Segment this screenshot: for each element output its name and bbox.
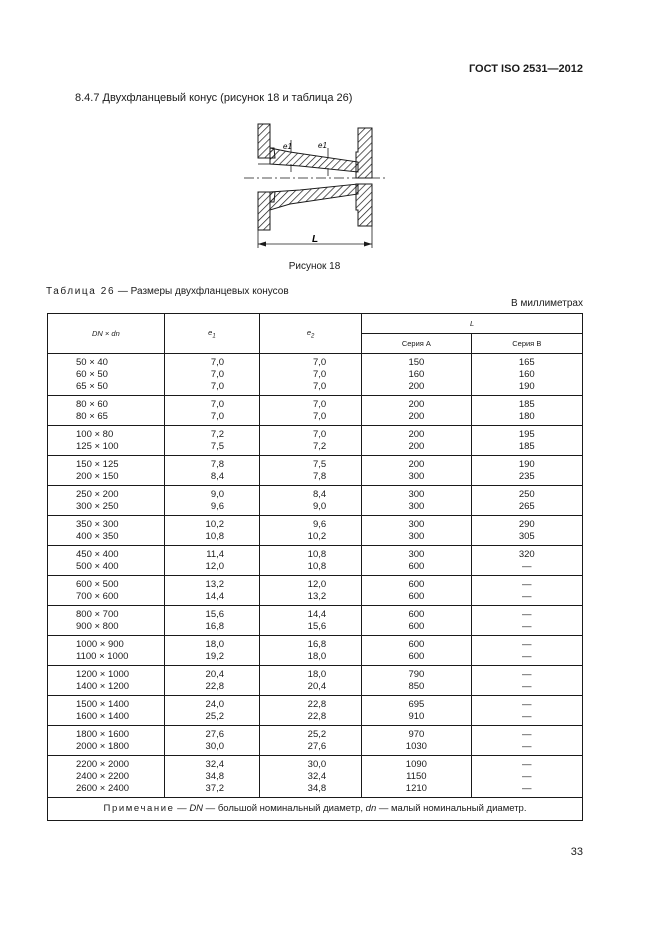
series-b-cell bbox=[471, 636, 582, 666]
series-b-cell-value: 195 bbox=[518, 429, 535, 440]
dn-cell-value: 900 × 800 bbox=[76, 621, 119, 632]
dn-cell-value: 80 × 60 bbox=[76, 399, 108, 410]
dn-cell-value: 400 × 350 bbox=[76, 531, 119, 542]
e2-cell-value: 12,0 bbox=[307, 579, 327, 590]
e2-cell bbox=[260, 636, 362, 666]
series-b-cell bbox=[471, 666, 582, 696]
series-b-cell bbox=[471, 606, 582, 636]
series-b-cell bbox=[471, 546, 582, 576]
e1-cell-value: 7,5 bbox=[210, 441, 225, 452]
e2-cell-value: 30,0 bbox=[307, 759, 327, 770]
e1-cell-value: 10,2 bbox=[205, 519, 225, 530]
series-b-cell bbox=[471, 396, 582, 426]
series-a-cell-value: 300 bbox=[408, 501, 425, 512]
e2-cell-value: 7,0 bbox=[312, 429, 327, 440]
series-a-cell bbox=[362, 636, 471, 666]
dn-cell-value: 125 × 100 bbox=[76, 441, 119, 452]
e2-cell-value: 22,8 bbox=[307, 699, 327, 710]
series-a-cell-value: 1210 bbox=[405, 783, 427, 794]
e1-cell-value: 34,8 bbox=[205, 771, 225, 782]
series-a-cell bbox=[362, 354, 471, 396]
e1-cell-value: 16,8 bbox=[205, 621, 225, 632]
e2-cell-value: 16,8 bbox=[307, 639, 327, 650]
e1-cell bbox=[164, 726, 259, 756]
dn-cell-value: 1600 × 1400 bbox=[76, 711, 130, 722]
dn-cell-value: 700 × 600 bbox=[76, 591, 119, 602]
dn-cell-value: 100 × 80 bbox=[76, 429, 114, 440]
series-b-cell bbox=[471, 726, 582, 756]
series-a-cell-value: 600 bbox=[408, 579, 425, 590]
bottom-wall bbox=[270, 184, 358, 210]
table-row bbox=[48, 636, 583, 666]
series-a-cell bbox=[362, 516, 471, 546]
dn-cell bbox=[48, 546, 165, 576]
series-a-cell-value: 600 bbox=[408, 639, 425, 650]
dn-cell-value: 1100 × 1000 bbox=[76, 651, 129, 662]
e2-cell-value: 15,6 bbox=[307, 621, 327, 632]
series-b-cell-value: — bbox=[522, 669, 532, 680]
taper-drawing bbox=[0, 118, 661, 258]
e2-cell bbox=[260, 456, 362, 486]
e1-cell bbox=[164, 426, 259, 456]
series-a-cell bbox=[362, 696, 471, 726]
e1-cell bbox=[164, 516, 259, 546]
series-b-cell-value: 250 bbox=[518, 489, 535, 500]
e1-cell bbox=[164, 546, 259, 576]
e2-cell-value: 18,0 bbox=[307, 651, 327, 662]
series-a-cell bbox=[362, 576, 471, 606]
series-a-cell bbox=[362, 456, 471, 486]
e2-cell bbox=[260, 726, 362, 756]
table-note: Примечание — DN — большой номинальный диаметр, dn — малый номинальный диаметр. bbox=[48, 798, 583, 821]
series-a-cell-value: 600 bbox=[408, 621, 425, 632]
e1-cell-value: 9,0 bbox=[210, 489, 225, 500]
e2-cell-value: 22,8 bbox=[307, 711, 327, 722]
e1-cell-value: 37,2 bbox=[205, 783, 225, 794]
series-b-cell bbox=[471, 576, 582, 606]
series-a-cell-value: 850 bbox=[408, 681, 425, 692]
header-dn: DN × dn bbox=[48, 314, 165, 354]
e1-cell-value: 24,0 bbox=[205, 699, 225, 710]
e1-cell-value: 7,2 bbox=[210, 429, 225, 440]
series-b-cell-value: 180 bbox=[518, 411, 535, 422]
table-row bbox=[48, 426, 583, 456]
e2-cell-value: 7,0 bbox=[312, 399, 327, 410]
table-units: В миллиметрах bbox=[511, 298, 583, 309]
dn-cell-value: 1800 × 1600 bbox=[76, 729, 130, 740]
e2-cell-value: 9,6 bbox=[312, 519, 327, 530]
series-a-cell-value: 200 bbox=[408, 381, 425, 392]
series-a-cell bbox=[362, 486, 471, 516]
series-a-cell-value: 200 bbox=[408, 429, 425, 440]
e1-cell-value: 20,4 bbox=[205, 669, 225, 680]
series-b-cell-value: — bbox=[522, 639, 532, 650]
dn-cell-value: 60 × 50 bbox=[76, 369, 108, 380]
series-a-cell-value: 160 bbox=[408, 369, 425, 380]
dn-cell bbox=[48, 354, 165, 396]
e2-cell-value: 14,4 bbox=[307, 609, 327, 620]
dn-cell-value: 800 × 700 bbox=[76, 609, 119, 620]
table-row bbox=[48, 456, 583, 486]
e1-cell-value: 7,0 bbox=[210, 357, 225, 368]
table-row bbox=[48, 396, 583, 426]
table-title bbox=[46, 286, 289, 297]
e1-cell-value: 10,8 bbox=[205, 531, 225, 542]
series-b-cell-value: — bbox=[522, 783, 532, 794]
dn-cell bbox=[48, 606, 165, 636]
e2-cell-value: 18,0 bbox=[307, 669, 327, 680]
table-row bbox=[48, 606, 583, 636]
series-a-cell bbox=[362, 396, 471, 426]
header-e2: $e_2$ bbox=[260, 314, 362, 354]
e2-cell bbox=[260, 354, 362, 396]
e2-cell-value: 20,4 bbox=[307, 681, 327, 692]
dn-cell-value: 50 × 40 bbox=[76, 357, 108, 368]
e1-cell-value: 7,0 bbox=[210, 399, 225, 410]
header-series-b: Серия В bbox=[471, 334, 582, 354]
e2-cell-value: 7,0 bbox=[312, 357, 327, 368]
series-b-cell-value: — bbox=[522, 741, 532, 752]
dn-cell-value: 2400 × 2200 bbox=[76, 771, 130, 782]
dimensions-table bbox=[47, 313, 583, 821]
e2-cell-value: 7,8 bbox=[312, 471, 327, 482]
series-a-cell-value: 600 bbox=[408, 609, 425, 620]
header-series-a: Серия А bbox=[362, 334, 471, 354]
e2-cell bbox=[260, 606, 362, 636]
series-b-cell-value: 185 bbox=[518, 399, 535, 410]
series-b-cell-value: 290 bbox=[518, 519, 535, 530]
series-a-cell-value: 200 bbox=[408, 411, 425, 422]
table-row bbox=[48, 756, 583, 798]
e2-cell-value: 25,2 bbox=[307, 729, 327, 740]
series-a-cell-value: 300 bbox=[408, 549, 425, 560]
section-heading: 8.4.7 Двухфланцевый конус (рисунок 18 и таблица 26) bbox=[75, 92, 353, 104]
e1-cell-value: 12,0 bbox=[205, 561, 225, 572]
dn-cell-value: 500 × 400 bbox=[76, 561, 119, 572]
e1-cell bbox=[164, 666, 259, 696]
series-b-cell-value: 235 bbox=[518, 471, 535, 482]
series-b-cell-value: — bbox=[522, 591, 532, 602]
series-b-cell-value: 160 bbox=[518, 369, 535, 380]
dn-cell bbox=[48, 456, 165, 486]
dn-cell-value: 200 × 150 bbox=[76, 471, 119, 482]
page-number: 33 bbox=[570, 846, 583, 858]
series-a-cell-value: 910 bbox=[408, 711, 425, 722]
table-title-prefix: Таблица 26 bbox=[46, 286, 116, 297]
series-b-cell-value: — bbox=[522, 759, 532, 770]
dn-cell bbox=[48, 756, 165, 798]
table-row bbox=[48, 516, 583, 546]
table-row bbox=[48, 666, 583, 696]
e1-cell bbox=[164, 396, 259, 426]
e1-cell bbox=[164, 636, 259, 666]
series-a-cell bbox=[362, 606, 471, 636]
table-row bbox=[48, 486, 583, 516]
series-a-cell-value: 300 bbox=[408, 489, 425, 500]
e1-cell bbox=[164, 486, 259, 516]
e2-cell bbox=[260, 546, 362, 576]
e2-cell bbox=[260, 696, 362, 726]
table-title-rest: — Размеры двухфланцевых конусов bbox=[115, 286, 289, 297]
dn-cell bbox=[48, 426, 165, 456]
e2-cell-value: 10,8 bbox=[307, 549, 327, 560]
e1-cell bbox=[164, 456, 259, 486]
e1-cell-value: 7,0 bbox=[210, 369, 225, 380]
dn-cell-value: 80 × 65 bbox=[76, 411, 108, 422]
series-a-cell-value: 300 bbox=[408, 471, 425, 482]
series-b-cell-value: — bbox=[522, 681, 532, 692]
e1-cell bbox=[164, 756, 259, 798]
header-e1: $e_1$ bbox=[164, 314, 259, 354]
e2-cell bbox=[260, 576, 362, 606]
series-b-cell bbox=[471, 756, 582, 798]
series-b-cell-value: 165 bbox=[518, 357, 535, 368]
series-a-cell-value: 200 bbox=[408, 399, 425, 410]
dn-cell-value: 600 × 500 bbox=[76, 579, 119, 590]
e1-cell-value: 7,0 bbox=[210, 381, 225, 392]
series-b-cell-value: — bbox=[522, 621, 532, 632]
e1-cell-value: 8,4 bbox=[210, 471, 225, 482]
series-a-cell-value: 1150 bbox=[406, 771, 427, 782]
e2-cell-value: 7,0 bbox=[312, 369, 327, 380]
e1-cell-value: 27,6 bbox=[205, 729, 225, 740]
e1-cell-value: 19,2 bbox=[205, 651, 225, 662]
series-a-cell-value: 970 bbox=[408, 729, 425, 740]
e2-cell-value: 13,2 bbox=[307, 591, 327, 602]
series-a-cell-value: 600 bbox=[408, 561, 425, 572]
series-a-cell-value: 150 bbox=[408, 357, 425, 368]
series-b-cell-value: — bbox=[522, 771, 532, 782]
series-b-cell bbox=[471, 696, 582, 726]
table-row bbox=[48, 546, 583, 576]
dn-cell-value: 300 × 250 bbox=[76, 501, 119, 512]
series-b-cell bbox=[471, 354, 582, 396]
dn-cell bbox=[48, 636, 165, 666]
e1-cell-value: 14,4 bbox=[205, 591, 225, 602]
series-a-cell-value: 1030 bbox=[405, 741, 427, 752]
e1-cell bbox=[164, 354, 259, 396]
e2-cell-value: 7,2 bbox=[312, 441, 327, 452]
e1-cell bbox=[164, 576, 259, 606]
dn-cell-value: 1000 × 900 bbox=[76, 639, 124, 650]
dn-cell-value: 250 × 200 bbox=[76, 489, 119, 500]
dn-cell-value: 150 × 125 bbox=[76, 459, 119, 470]
e2-cell-value: 32,4 bbox=[307, 771, 327, 782]
series-a-cell-value: 1090 bbox=[405, 759, 427, 770]
dn-cell-value: 450 × 400 bbox=[76, 549, 119, 560]
series-a-cell bbox=[362, 426, 471, 456]
e2-cell bbox=[260, 426, 362, 456]
table-row bbox=[48, 726, 583, 756]
e2-cell-value: 34,8 bbox=[307, 783, 327, 794]
dn-cell-value: 2000 × 1800 bbox=[76, 741, 130, 752]
e1-cell-value: 18,0 bbox=[205, 639, 225, 650]
series-b-cell-value: 305 bbox=[518, 531, 535, 542]
series-b-cell-value: — bbox=[522, 609, 532, 620]
series-b-cell bbox=[471, 516, 582, 546]
e2-label: e1 bbox=[318, 141, 327, 150]
series-b-cell-value: 265 bbox=[518, 501, 535, 512]
series-a-cell-value: 600 bbox=[408, 591, 425, 602]
e2-cell bbox=[260, 396, 362, 426]
e2-cell bbox=[260, 516, 362, 546]
e1-cell-value: 22,8 bbox=[205, 681, 225, 692]
dn-cell bbox=[48, 516, 165, 546]
e1-cell bbox=[164, 696, 259, 726]
dn-cell-value: 1200 × 1000 bbox=[76, 669, 130, 680]
e1-cell-value: 7,8 bbox=[210, 459, 225, 470]
dn-cell bbox=[48, 396, 165, 426]
series-a-cell-value: 200 bbox=[408, 441, 425, 452]
series-a-cell-value: 200 bbox=[408, 459, 425, 470]
dn-cell bbox=[48, 666, 165, 696]
e2-cell-value: 27,6 bbox=[307, 741, 327, 752]
dn-cell-value: 1400 × 1200 bbox=[76, 681, 130, 692]
e2-cell-value: 7,0 bbox=[312, 411, 327, 422]
series-b-cell-value: — bbox=[522, 711, 532, 722]
table-row bbox=[48, 696, 583, 726]
series-b-cell bbox=[471, 486, 582, 516]
series-a-cell-value: 300 bbox=[408, 531, 425, 542]
e1-cell-value: 7,0 bbox=[210, 411, 225, 422]
e2-cell bbox=[260, 756, 362, 798]
standard-header: ГОСТ ISO 2531—2012 bbox=[468, 63, 583, 75]
dn-cell bbox=[48, 486, 165, 516]
e2-cell bbox=[260, 666, 362, 696]
series-b-cell-value: — bbox=[522, 699, 532, 710]
series-b-cell-value: — bbox=[522, 651, 532, 662]
e2-cell-value: 10,2 bbox=[307, 531, 327, 542]
series-a-cell-value: 695 bbox=[408, 699, 425, 710]
series-b-cell-value: — bbox=[522, 561, 532, 572]
series-a-cell bbox=[362, 666, 471, 696]
e1-cell bbox=[164, 606, 259, 636]
series-b-cell bbox=[471, 456, 582, 486]
e1-cell-value: 30,0 bbox=[205, 741, 225, 752]
table-row bbox=[48, 576, 583, 606]
dn-cell-value: 1500 × 1400 bbox=[76, 699, 130, 710]
e1-cell-value: 32,4 bbox=[205, 759, 225, 770]
e2-cell-value: 10,8 bbox=[307, 561, 327, 572]
e1-label: e1 bbox=[283, 142, 292, 151]
series-b-cell bbox=[471, 426, 582, 456]
series-a-cell-value: 300 bbox=[408, 519, 425, 530]
figure-caption: Рисунок 18 bbox=[288, 261, 341, 272]
series-b-cell-value: — bbox=[522, 579, 532, 590]
dn-cell-value: 350 × 300 bbox=[76, 519, 119, 530]
series-b-cell-value: 185 bbox=[518, 441, 535, 452]
table-row bbox=[48, 354, 583, 396]
dn-cell-value: 2600 × 2400 bbox=[76, 783, 130, 794]
dn-cell bbox=[48, 696, 165, 726]
e1-cell-value: 13,2 bbox=[205, 579, 225, 590]
figure-18-double-flanged-taper bbox=[0, 118, 661, 258]
series-b-cell-value: 320 bbox=[518, 549, 535, 560]
e1-cell-value: 15,6 bbox=[205, 609, 225, 620]
series-b-cell-value: 190 bbox=[518, 381, 535, 392]
series-a-cell bbox=[362, 756, 471, 798]
length-label: L bbox=[312, 234, 319, 245]
series-a-cell bbox=[362, 546, 471, 576]
series-a-cell-value: 790 bbox=[408, 669, 425, 680]
series-b-cell-value: 190 bbox=[518, 459, 535, 470]
header-l: L bbox=[362, 314, 583, 334]
e1-cell-value: 9,6 bbox=[210, 501, 225, 512]
top-wall bbox=[270, 148, 358, 172]
e2-cell bbox=[260, 486, 362, 516]
e1-cell-value: 11,4 bbox=[206, 549, 225, 560]
series-a-cell bbox=[362, 726, 471, 756]
e2-cell-value: 7,0 bbox=[312, 381, 327, 392]
e2-cell-value: 8,4 bbox=[312, 489, 327, 500]
dn-cell-value: 65 × 50 bbox=[76, 381, 108, 392]
e1-cell-value: 25,2 bbox=[205, 711, 225, 722]
series-b-cell-value: — bbox=[522, 729, 532, 740]
dn-cell bbox=[48, 726, 165, 756]
e2-cell-value: 9,0 bbox=[312, 501, 327, 512]
dn-cell bbox=[48, 576, 165, 606]
e2-cell-value: 7,5 bbox=[312, 459, 327, 470]
series-a-cell-value: 600 bbox=[408, 651, 425, 662]
dn-cell-value: 2200 × 2000 bbox=[76, 759, 130, 770]
